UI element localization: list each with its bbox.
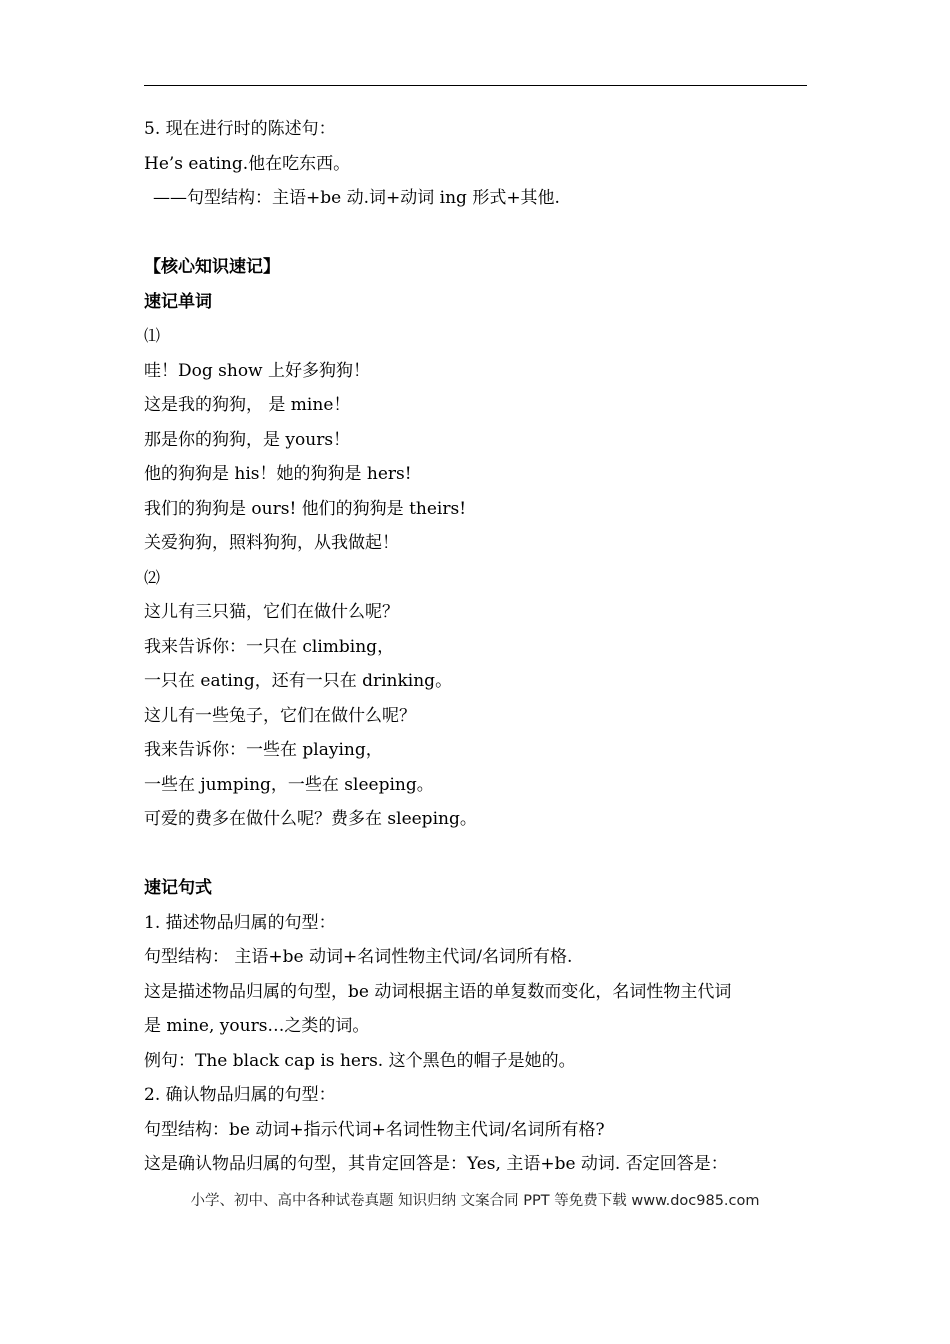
header-rule [144, 85, 807, 86]
item1-explain-cont: 是 mine, yours…之类的词。 [144, 1016, 370, 1036]
item1-example: 例句：The black cap is hers. 这个黑色的帽子是她的。 [144, 1050, 576, 1071]
sentences-heading: 速记句式 [144, 878, 212, 898]
part1-line: 这是我的狗狗， 是 mine！ [144, 395, 351, 415]
part1-line: 关爱狗狗，照料狗狗，从我做起！ [144, 533, 399, 553]
document-body [144, 112, 807, 1182]
section5-structure: ——句型结构：主语+be 动.词+动词 ing 形式+其他. [153, 188, 560, 208]
part2-line: 一只在 eating，还有一只在 drinking。 [144, 671, 453, 691]
part1-line: 那是你的狗狗，是 yours！ [144, 429, 351, 450]
section5-title: 5. 现在进行时的陈述句： [144, 119, 336, 139]
part1-line: 哇！Dog show 上好多狗狗！ [144, 360, 371, 381]
part2-line: 一些在 jumping，一些在 sleeping。 [144, 774, 434, 795]
section5-example: He’s eating.他在吃东西。 [144, 153, 351, 174]
part2-line: 我来告诉你：一些在 playing， [144, 740, 383, 760]
item1-title: 1. 描述物品归属的句型： [144, 912, 336, 933]
part1-line: 他的狗狗是 his！她的狗狗是 hers! [144, 464, 412, 484]
item2-structure: 句型结构：be 动词+指示代词+名词性物主代词/名词所有格? [144, 1119, 605, 1140]
words-heading: 速记单词 [144, 291, 212, 312]
spacer [144, 216, 807, 251]
part2-line: 这儿有一些兔子，它们在做什么呢？ [144, 705, 416, 726]
spacer [144, 837, 807, 872]
core-heading: 【核心知识速记】 [144, 257, 280, 277]
part2-line: 可爱的费多在做什么呢？费多在 sleeping。 [144, 809, 477, 829]
part2-line: 我来告诉你：一只在 climbing， [144, 636, 395, 657]
page-footer: 小学、初中、高中各种试卷真题 知识归纳 文案合同 PPT 等免费下载 www.doc985.com [190, 1193, 760, 1209]
item1-explain: 这是描述物品归属的句型，be 动词根据主语的单复数而变化，名词性物主代词 [144, 981, 732, 1002]
part2-line: 这儿有三只猫，它们在做什么呢？ [144, 602, 399, 622]
item2-title: 2. 确认物品归属的句型： [144, 1085, 336, 1105]
part1-label: ⑴ [144, 326, 161, 345]
item1-structure: 句型结构： 主语+be 动词+名词性物主代词/名词所有格. [144, 947, 573, 967]
part2-label: ⑵ [144, 567, 161, 587]
part1-line: 我们的狗狗是 ours! 他们的狗狗是 theirs! [144, 498, 467, 519]
item2-explain: 这是确认物品归属的句型，其肯定回答是：Yes, 主语+be 动词. 否定回答是： [144, 1154, 728, 1174]
